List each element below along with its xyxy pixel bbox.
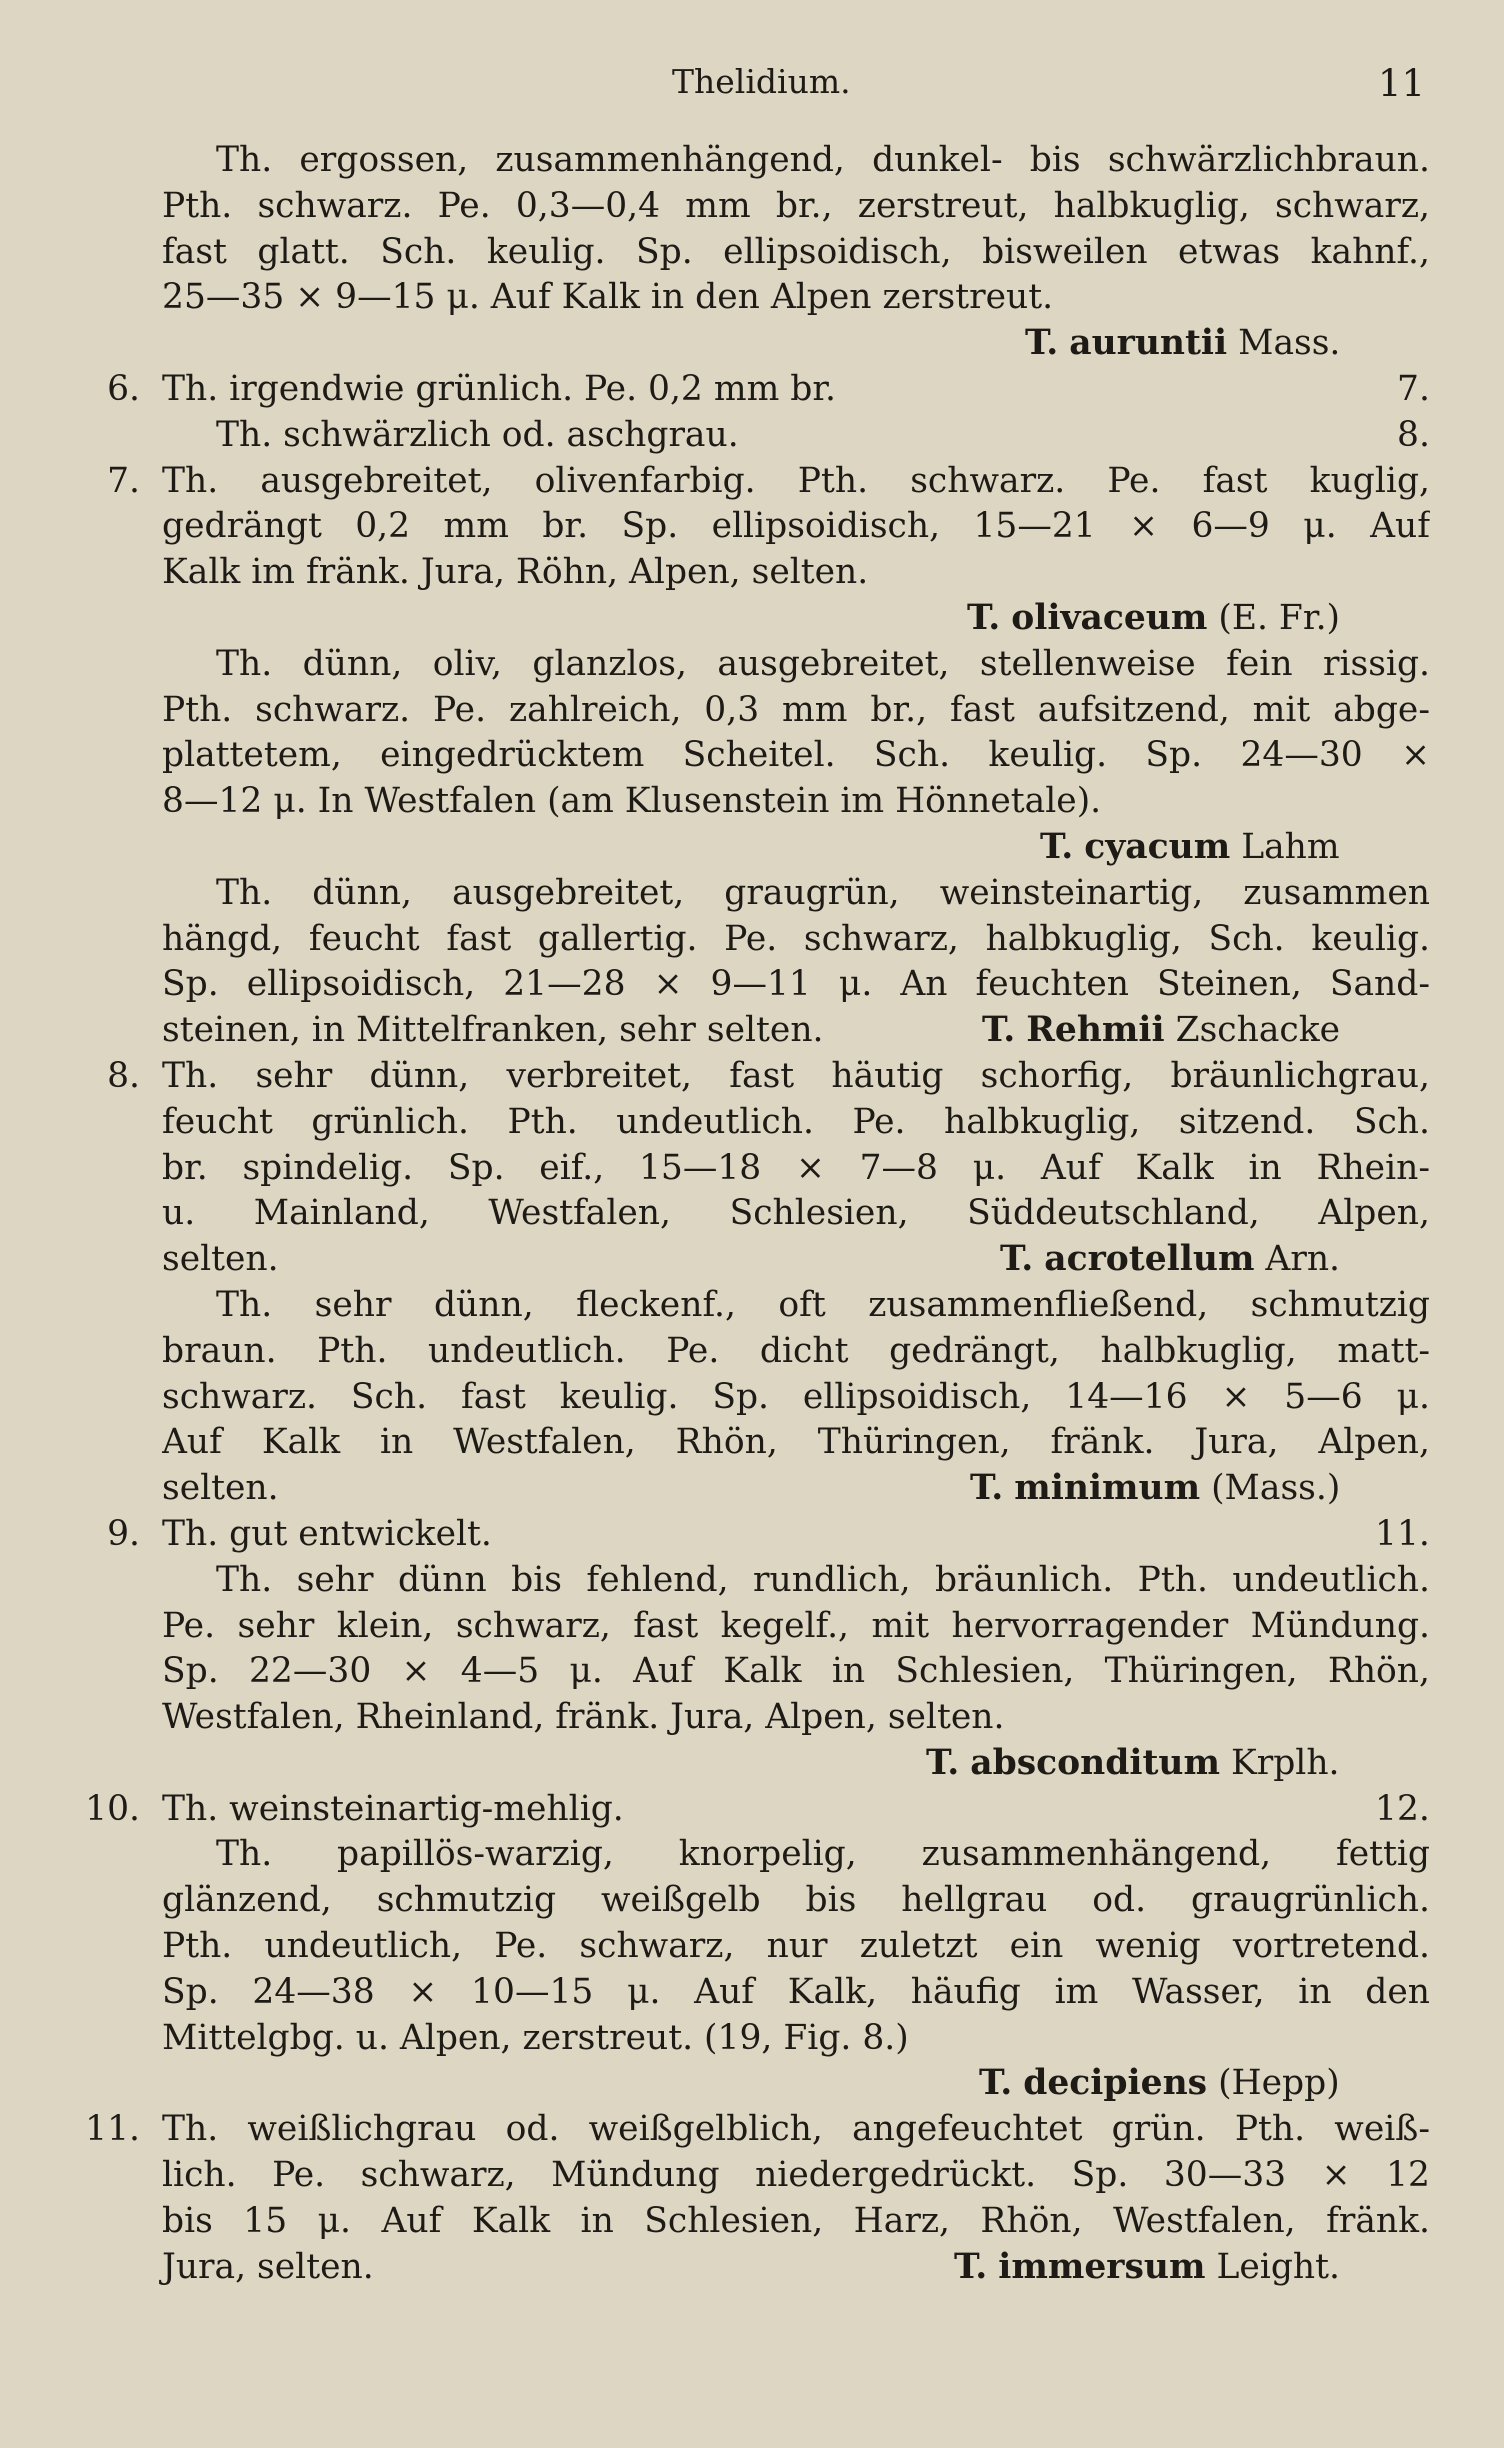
species-author: Zschacke bbox=[1175, 1010, 1341, 1051]
text-line bbox=[0, 1878, 1504, 1924]
key-number: 11. bbox=[85, 2109, 140, 2150]
text-line bbox=[0, 1924, 1504, 1970]
couplet-reference: 7. bbox=[1397, 368, 1430, 409]
text-line bbox=[0, 2153, 1504, 2199]
text-line bbox=[0, 1008, 1504, 1054]
text-line bbox=[0, 504, 1504, 550]
line-text: 25—35 × 9—15 μ. Auf Kalk in den Alpen zerstreut. bbox=[162, 277, 1054, 318]
text-line bbox=[0, 642, 1504, 688]
species-name bbox=[926, 1741, 1340, 1787]
species-name bbox=[979, 2061, 1340, 2107]
text-line bbox=[0, 2016, 1504, 2062]
text-line bbox=[0, 1832, 1504, 1878]
line-text: Th. weißlichgrau od. weißgelblich, angefeuchtet grün. Pth. weiß- bbox=[162, 2109, 1430, 2150]
species-epithet: absconditum bbox=[970, 1742, 1220, 1783]
text-line bbox=[0, 1146, 1504, 1192]
text-line bbox=[0, 1283, 1504, 1329]
line-text: Jura, selten. bbox=[162, 2246, 374, 2287]
text-line bbox=[0, 550, 1504, 596]
species-author: Mass. bbox=[1238, 323, 1341, 364]
line-text: Th. papillös-warzig, knorpelig, zusammenhängend, fettig bbox=[216, 1834, 1430, 1875]
line-text: Pth. schwarz. Pe. 0,3—0,4 mm br., zerstreut, halbkuglig, schwarz, bbox=[162, 185, 1430, 226]
key-text-body bbox=[0, 138, 1504, 2290]
line-text: Th. gut entwickelt. bbox=[162, 1513, 492, 1554]
line-text: Sp. 22—30 × 4—5 μ. Auf Kalk in Schlesien, Thüringen, Rhön, bbox=[162, 1651, 1430, 1692]
species-name bbox=[970, 1466, 1340, 1512]
species-epithet: auruntii bbox=[1069, 323, 1228, 364]
line-text: fast glatt. Sch. keulig. Sp. ellipsoidisch, bisweilen etwas kahnf., bbox=[162, 231, 1430, 272]
line-text: steinen, in Mittelfranken, sehr selten. bbox=[162, 1010, 824, 1051]
species-name bbox=[1025, 321, 1340, 367]
text-line bbox=[0, 733, 1504, 779]
text-line bbox=[0, 1970, 1504, 2016]
line-text: plattetem, eingedrücktem Scheitel. Sch. keulig. Sp. 24—30 × bbox=[162, 735, 1430, 776]
line-text: bis 15 μ. Auf Kalk in Schlesien, Harz, Rhön, Westfalen, fränk. bbox=[162, 2200, 1430, 2241]
page-header bbox=[0, 62, 1504, 112]
text-line bbox=[0, 917, 1504, 963]
text-line bbox=[0, 1787, 1504, 1833]
species-author: (Mass.) bbox=[1211, 1468, 1341, 1509]
couplet-reference: 8. bbox=[1397, 414, 1430, 455]
text-line bbox=[0, 962, 1504, 1008]
line-text: Pth. schwarz. Pe. zahlreich, 0,3 mm br., fast aufsitzend, mit abge- bbox=[162, 689, 1430, 730]
line-text: braun. Pth. undeutlich. Pe. dicht gedrängt, halbkuglig, matt- bbox=[162, 1330, 1430, 1371]
species-name bbox=[1040, 825, 1340, 871]
species-genus: T. bbox=[967, 597, 1001, 638]
line-text: Pth. undeutlich, Pe. schwarz, nur zuletzt ein wenig vortretend. bbox=[162, 1926, 1430, 1967]
text-line bbox=[0, 230, 1504, 276]
line-text: Th. ausgebreitet, olivenfarbig. Pth. schwarz. Pe. fast kuglig, bbox=[162, 460, 1430, 501]
species-genus: T. bbox=[1000, 1239, 1034, 1280]
species-genus: T. bbox=[970, 1468, 1004, 1509]
text-line bbox=[0, 1191, 1504, 1237]
species-author: Arn. bbox=[1265, 1239, 1341, 1280]
text-line bbox=[0, 688, 1504, 734]
text-line bbox=[0, 1695, 1504, 1741]
line-text: Sp. ellipsoidisch, 21—28 × 9—11 μ. An feuchten Steinen, Sand- bbox=[162, 964, 1430, 1005]
text-line bbox=[0, 779, 1504, 825]
key-number: 10. bbox=[85, 1788, 140, 1829]
key-number: 9. bbox=[107, 1513, 140, 1554]
line-text: Sp. 24—38 × 10—15 μ. Auf Kalk, häufig im Wasser, in den bbox=[162, 1971, 1430, 2012]
key-number: 8. bbox=[107, 1055, 140, 1096]
line-text: Th. sehr dünn, verbreitet, fast häutig schorfig, bräunlichgrau, bbox=[162, 1055, 1430, 1096]
species-epithet: immersum bbox=[998, 2246, 1206, 2287]
text-line bbox=[0, 275, 1504, 321]
species-epithet: acrotellum bbox=[1044, 1239, 1255, 1280]
text-line bbox=[0, 138, 1504, 184]
text-line bbox=[0, 1329, 1504, 1375]
species-epithet: Rehmii bbox=[1026, 1010, 1165, 1051]
running-title: Thelidium. bbox=[672, 62, 851, 101]
text-line bbox=[0, 1054, 1504, 1100]
line-text: Westfalen, Rheinland, fränk. Jura, Alpen, selten. bbox=[162, 1697, 1005, 1738]
line-text: 8—12 μ. In Westfalen (am Klusenstein im Hönnetale). bbox=[162, 781, 1102, 822]
line-text: Th. schwärzlich od. aschgrau. bbox=[216, 414, 739, 455]
text-line bbox=[0, 321, 1504, 367]
key-number: 7. bbox=[107, 460, 140, 501]
couplet-reference: 12. bbox=[1375, 1788, 1430, 1829]
line-text: Kalk im fränk. Jura, Röhn, Alpen, selten. bbox=[162, 552, 869, 593]
species-name bbox=[967, 596, 1340, 642]
species-genus: T. bbox=[982, 1010, 1016, 1051]
text-line bbox=[0, 2245, 1504, 2291]
text-line bbox=[0, 1512, 1504, 1558]
key-number: 6. bbox=[107, 368, 140, 409]
page-number: 11 bbox=[1378, 62, 1426, 105]
species-author: (E. Fr.) bbox=[1218, 597, 1341, 638]
text-line bbox=[0, 1558, 1504, 1604]
species-genus: T. bbox=[954, 2246, 988, 2287]
line-text: Th. sehr dünn bis fehlend, rundlich, bräunlich. Pth. undeutlich. bbox=[216, 1559, 1430, 1600]
species-genus: T. bbox=[926, 1742, 960, 1783]
line-text: u. Mainland, Westfalen, Schlesien, Süddeutschland, Alpen, bbox=[162, 1193, 1430, 1234]
line-text: Th. ergossen, zusammenhängend, dunkel- bis schwärzlichbraun. bbox=[216, 140, 1430, 180]
line-text: Th. sehr dünn, fleckenf., oft zusammenfließend, schmutzig bbox=[216, 1284, 1430, 1325]
line-text: hängd, feucht fast gallertig. Pe. schwarz, halbkuglig, Sch. keulig. bbox=[162, 918, 1430, 959]
species-name bbox=[982, 1008, 1340, 1054]
species-genus: T. bbox=[979, 2063, 1013, 2104]
species-author: Krplh. bbox=[1230, 1742, 1340, 1783]
line-text: glänzend, schmutzig weißgelb bis hellgrau od. graugrünlich. bbox=[162, 1880, 1430, 1921]
species-author: Lahm bbox=[1241, 826, 1340, 867]
line-text: lich. Pe. schwarz, Mündung niedergedrückt. Sp. 30—33 × 12 bbox=[162, 2155, 1430, 2196]
couplet-reference: 11. bbox=[1375, 1513, 1430, 1554]
line-text: Auf Kalk in Westfalen, Rhön, Thüringen, fränk. Jura, Alpen, bbox=[162, 1422, 1430, 1463]
line-text: feucht grünlich. Pth. undeutlich. Pe. halbkuglig, sitzend. Sch. bbox=[162, 1101, 1430, 1142]
species-name bbox=[1000, 1237, 1340, 1283]
line-text: selten. bbox=[162, 1468, 279, 1509]
line-text: gedrängt 0,2 mm br. Sp. ellipsoidisch, 15—21 × 6—9 μ. Auf bbox=[162, 506, 1430, 547]
line-text: schwarz. Sch. fast keulig. Sp. ellipsoidisch, 14—16 × 5—6 μ. bbox=[162, 1376, 1430, 1417]
text-line bbox=[0, 413, 1504, 459]
text-line bbox=[0, 2107, 1504, 2153]
species-epithet: olivaceum bbox=[1011, 597, 1208, 638]
line-text: Mittelgbg. u. Alpen, zerstreut. (19, Fig. 8.) bbox=[162, 2017, 909, 2058]
text-line bbox=[0, 1466, 1504, 1512]
species-epithet: decipiens bbox=[1023, 2063, 1208, 2104]
line-text: Pe. sehr klein, schwarz, fast kegelf., mit hervorragender Mündung. bbox=[162, 1605, 1430, 1646]
species-genus: T. bbox=[1040, 826, 1074, 867]
line-text: selten. bbox=[162, 1239, 279, 1280]
species-author: Leight. bbox=[1216, 2246, 1340, 2287]
text-line bbox=[0, 596, 1504, 642]
line-text: Th. dünn, oliv, glanzlos, ausgebreitet, stellenweise fein rissig. bbox=[216, 643, 1430, 684]
text-line bbox=[0, 2061, 1504, 2107]
text-line bbox=[0, 1237, 1504, 1283]
line-text: Th. weinsteinartig-mehlig. bbox=[162, 1788, 624, 1829]
species-epithet: minimum bbox=[1014, 1468, 1201, 1509]
line-text: Th. dünn, ausgebreitet, graugrün, weinsteinartig, zusammen bbox=[216, 872, 1430, 913]
species-genus: T. bbox=[1025, 323, 1059, 364]
species-name bbox=[954, 2245, 1340, 2291]
line-text: br. spindelig. Sp. eif., 15—18 × 7—8 μ. Auf Kalk in Rhein- bbox=[162, 1147, 1430, 1188]
text-line bbox=[0, 825, 1504, 871]
species-author: (Hepp) bbox=[1218, 2063, 1340, 2104]
text-line bbox=[0, 1420, 1504, 1466]
text-line bbox=[0, 459, 1504, 505]
text-line bbox=[0, 367, 1504, 413]
line-text: Th. irgendwie grünlich. Pe. 0,2 mm br. bbox=[162, 368, 836, 409]
text-line bbox=[0, 1100, 1504, 1146]
text-line bbox=[0, 1649, 1504, 1695]
text-line bbox=[0, 184, 1504, 230]
text-line bbox=[0, 1604, 1504, 1650]
species-epithet: cyacum bbox=[1084, 826, 1231, 867]
text-line bbox=[0, 1375, 1504, 1421]
text-line bbox=[0, 1741, 1504, 1787]
text-line bbox=[0, 2199, 1504, 2245]
text-line bbox=[0, 871, 1504, 917]
